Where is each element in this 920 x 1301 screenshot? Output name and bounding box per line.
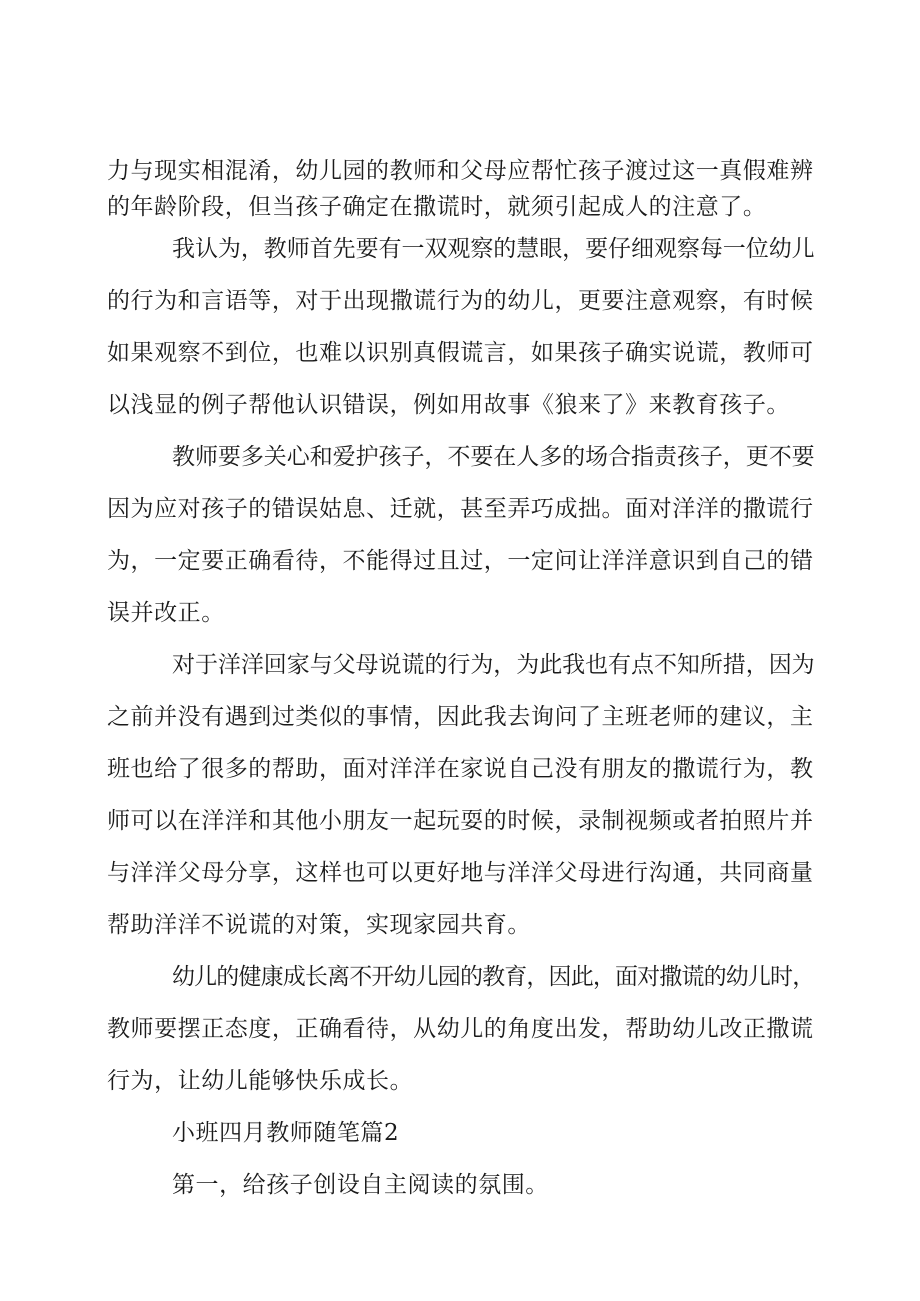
text-line: 如果观察不到位，也难以识别真假谎言，如果孩子确实说谎，教师可 — [107, 340, 814, 366]
text-line: 对于洋洋回家与父母说谎的行为，为此我也有点不知所措，因为 — [172, 652, 815, 678]
text-line: 第一，给孩子创设自主阅读的氛围。 — [172, 1172, 549, 1198]
text-line: 师可以在洋洋和其他小朋友一起玩耍的时候，录制视频或者拍照片并 — [107, 808, 814, 834]
text-line: 之前并没有遇到过类似的事情，因此我去询问了主班老师的建议，主 — [107, 704, 814, 730]
text-line: 帮助洋洋不说谎的对策，实现家园共育。 — [107, 912, 531, 938]
text-line: 教师要摆正态度，正确看待，从幼儿的角度出发，帮助幼儿改正撒谎 — [107, 1016, 814, 1042]
text-line: 幼儿的健康成长离不开幼儿园的教育，因此，面对撒谎的幼儿时， — [172, 964, 815, 990]
text-line: 为，一定要正确看待，不能得过且过，一定问让洋洋意识到自己的错 — [107, 548, 814, 574]
text-line: 与洋洋父母分享，这样也可以更好地与洋洋父母进行沟通，共同商量 — [107, 860, 814, 886]
section-heading: 小班四月教师随笔篇2 — [172, 1120, 400, 1146]
text-line: 因为应对孩子的错误姑息、迁就，甚至弄巧成拙。面对洋洋的撒谎行 — [107, 496, 814, 522]
text-line: 以浅显的例子帮他认识错误，例如用故事《狼来了》来教育孩子。 — [107, 392, 790, 418]
text-line: 行为，让幼儿能够快乐成长。 — [107, 1068, 414, 1094]
text-line: 误并改正。 — [107, 600, 225, 626]
text-line: 教师要多关心和爱护孩子，不要在人多的场合指责孩子，更不要 — [172, 444, 815, 470]
text-line: 的年龄阶段，但当孩子确定在撒谎时，就须引起成人的注意了。 — [107, 194, 767, 220]
text-line: 的行为和言语等，对于出现撒谎行为的幼儿，更要注意观察，有时候 — [107, 288, 814, 314]
text-line: 班也给了很多的帮助，面对洋洋在家说自己没有朋友的撒谎行为，教 — [107, 756, 814, 782]
text-line: 我认为，教师首先要有一双观察的慧眼，要仔细观察每一位幼儿 — [172, 236, 815, 262]
text-line: 力与现实相混淆，幼儿园的教师和父母应帮忙孩子渡过这一真假难辨 — [107, 158, 814, 184]
